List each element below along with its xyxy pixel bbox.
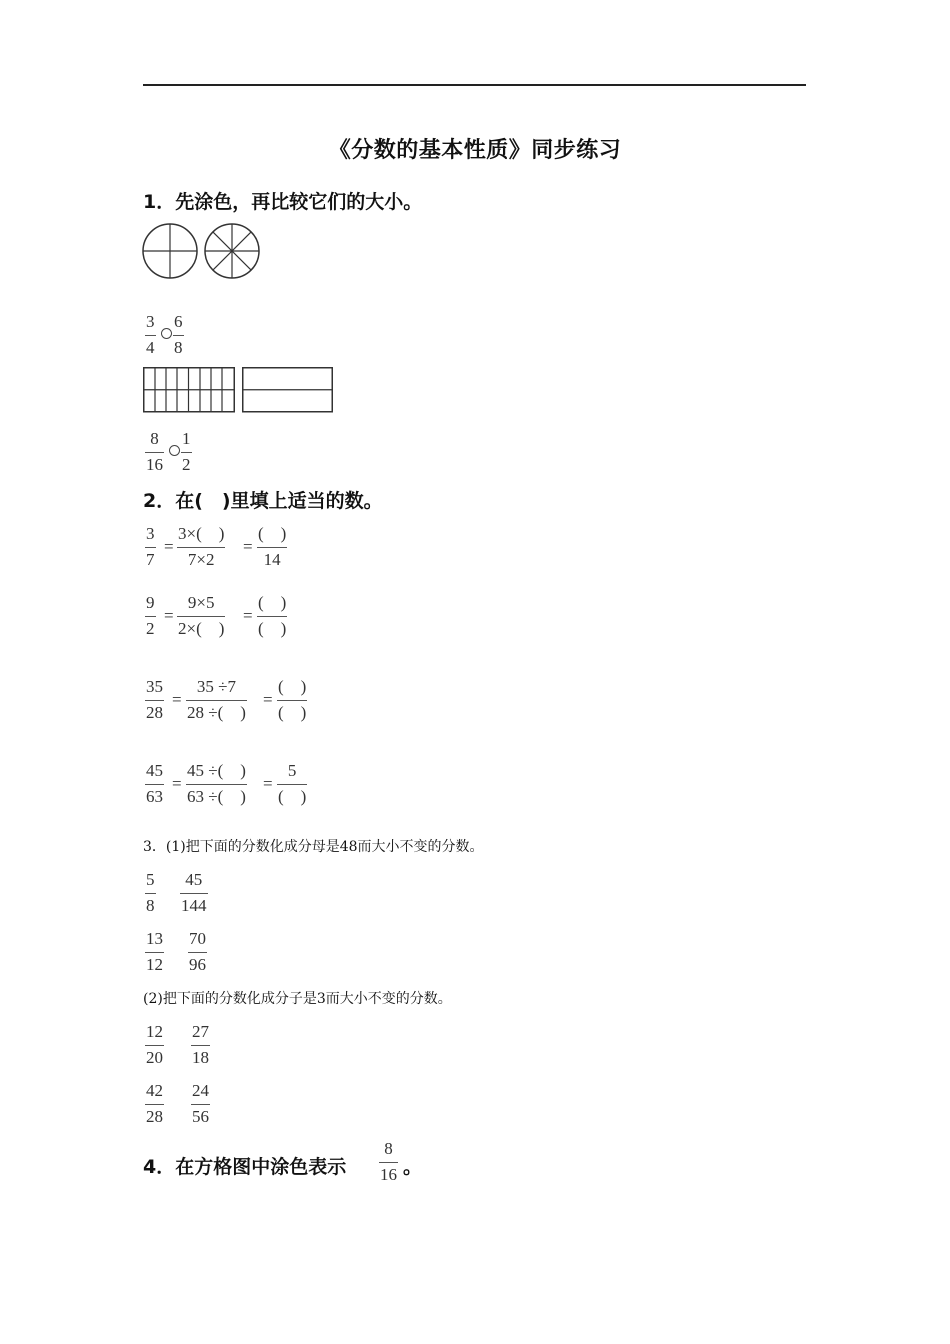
denominator: 2	[146, 619, 155, 638]
q4-fraction	[379, 1138, 398, 1186]
fraction-bar	[145, 335, 156, 336]
denominator: 28	[146, 1107, 163, 1126]
fraction-bar	[257, 547, 287, 548]
fraction-bar	[181, 452, 192, 453]
q2-row3-right-fraction	[277, 676, 307, 724]
q1-fraction-six-eighths	[173, 311, 184, 359]
compare-circle[interactable]	[169, 445, 180, 456]
fraction-bar	[186, 784, 247, 785]
q2-row3-left-fraction	[145, 676, 164, 724]
denominator: 56	[192, 1107, 209, 1126]
rectangle-halves-figure	[242, 367, 334, 413]
fraction-bar	[277, 784, 307, 785]
numerator: 42	[146, 1081, 163, 1100]
fraction-bar	[191, 1045, 210, 1046]
fraction-bar	[145, 547, 156, 548]
fraction-bar	[145, 784, 164, 785]
numerator: 35 ÷7	[196, 677, 236, 696]
denominator: 96	[189, 955, 206, 974]
numerator[interactable]: ( )	[258, 593, 287, 612]
q1-fraction-one-half	[181, 428, 192, 476]
numerator: 8	[384, 1139, 393, 1158]
fraction-bar	[145, 1045, 164, 1046]
numerator: 3	[146, 312, 155, 331]
numerator[interactable]: 3×( )	[178, 524, 225, 543]
fraction-bar	[145, 452, 164, 453]
denominator: 20	[146, 1048, 163, 1067]
q2-row2-middle-fraction	[177, 592, 225, 640]
fraction-bar	[145, 700, 164, 701]
numerator: 9	[146, 593, 155, 612]
circle-quarters-figure	[142, 222, 202, 282]
fraction-bar	[257, 616, 287, 617]
equals-sign: =	[164, 537, 174, 556]
fraction-bar	[145, 1104, 164, 1105]
numerator: 5	[146, 870, 155, 889]
numerator: 3	[146, 524, 155, 543]
compare-circle[interactable]	[161, 328, 172, 339]
denominator[interactable]: ( )	[278, 703, 307, 722]
q3-part1-heading: 3．(1)把下面的分数化成分母是48而大小不变的分数。	[143, 839, 484, 855]
grid-sixteenths-figure	[143, 367, 236, 413]
numerator: 70	[189, 929, 206, 948]
q2-row3-middle-fraction	[186, 676, 247, 724]
equals-sign: =	[164, 606, 174, 625]
denominator[interactable]: ( )	[258, 619, 287, 638]
fraction-bar	[145, 952, 164, 953]
q2-row1-middle-fraction	[177, 523, 225, 571]
numerator: 45	[146, 761, 163, 780]
numerator: 27	[192, 1022, 209, 1041]
denominator: 8	[174, 338, 183, 357]
denominator: 7	[146, 550, 155, 569]
q3-part2-fraction	[191, 1021, 210, 1069]
numerator: 24	[192, 1081, 209, 1100]
denominator[interactable]: 2×( )	[178, 619, 225, 638]
q2-row1-right-fraction	[257, 523, 287, 571]
denominator[interactable]: 63 ÷( )	[187, 787, 246, 806]
q2-row1-left-fraction	[145, 523, 156, 571]
denominator: 16	[380, 1165, 397, 1184]
fraction-bar	[145, 616, 156, 617]
numerator: 1	[182, 429, 191, 448]
equals-sign: =	[172, 774, 182, 793]
denominator[interactable]: 28 ÷( )	[187, 703, 246, 722]
q2-row2-left-fraction	[145, 592, 156, 640]
equals-sign: =	[172, 690, 182, 709]
q3-part2-fraction	[191, 1080, 210, 1128]
fraction-bar	[379, 1162, 398, 1163]
equals-sign: =	[263, 690, 273, 709]
denominator: 14	[263, 550, 281, 569]
q2-heading: 2．在( )里填上适当的数。	[143, 490, 383, 512]
top-rule	[143, 84, 806, 86]
numerator[interactable]: ( )	[278, 677, 307, 696]
q3-part1-fraction	[180, 869, 208, 917]
denominator: 18	[192, 1048, 209, 1067]
q1-heading: 1．先涂色，再比较它们的大小。	[143, 191, 423, 213]
numerator: 6	[174, 312, 183, 331]
numerator[interactable]: 45 ÷( )	[187, 761, 246, 780]
denominator[interactable]: ( )	[278, 787, 307, 806]
fraction-bar	[177, 547, 225, 548]
equals-sign: =	[243, 537, 253, 556]
denominator: 2	[182, 455, 191, 474]
q2-row4-left-fraction	[145, 760, 164, 808]
q1-fraction-three-quarters	[145, 311, 156, 359]
denominator: 144	[181, 896, 207, 915]
numerator: 5	[287, 761, 297, 780]
fraction-bar	[191, 1104, 210, 1105]
q1-fraction-eight-sixteenths	[145, 428, 164, 476]
q3-part2-fraction	[145, 1021, 164, 1069]
fraction-bar	[177, 616, 225, 617]
q4-heading: 4．在方格图中涂色表示	[143, 1156, 347, 1178]
circle-eighths-figure	[204, 222, 264, 282]
fraction-bar	[186, 700, 247, 701]
q3-part1-fraction	[145, 928, 164, 976]
numerator: 13	[146, 929, 163, 948]
numerator: 12	[146, 1022, 163, 1041]
denominator: 4	[146, 338, 155, 357]
q2-row4-right-fraction	[277, 760, 307, 808]
q3-part1-fraction	[145, 869, 156, 917]
denominator: 7×2	[187, 550, 215, 569]
numerator: 45	[185, 870, 203, 889]
q2-row2-right-fraction	[257, 592, 287, 640]
numerator: 35	[146, 677, 163, 696]
fraction-bar	[277, 700, 307, 701]
fraction-bar	[145, 893, 156, 894]
equals-sign: =	[263, 774, 273, 793]
q4-suffix: 。	[403, 1156, 423, 1178]
q3-part1-fraction	[188, 928, 207, 976]
q3-part2-heading: (2)把下面的分数化成分子是3而大小不变的分数。	[143, 991, 452, 1007]
numerator[interactable]: ( )	[258, 524, 287, 543]
equals-sign: =	[243, 606, 253, 625]
numerator: 8	[150, 429, 159, 448]
denominator: 16	[146, 455, 163, 474]
fraction-bar	[173, 335, 184, 336]
denominator: 8	[146, 896, 155, 915]
q2-row4-middle-fraction	[186, 760, 247, 808]
page-title: 《分数的基本性质》同步练习	[328, 138, 622, 163]
denominator: 12	[146, 955, 163, 974]
fraction-bar	[188, 952, 207, 953]
fraction-bar	[180, 893, 208, 894]
q3-part2-fraction	[145, 1080, 164, 1128]
denominator: 63	[146, 787, 163, 806]
denominator: 28	[146, 703, 163, 722]
numerator: 9×5	[187, 593, 215, 612]
